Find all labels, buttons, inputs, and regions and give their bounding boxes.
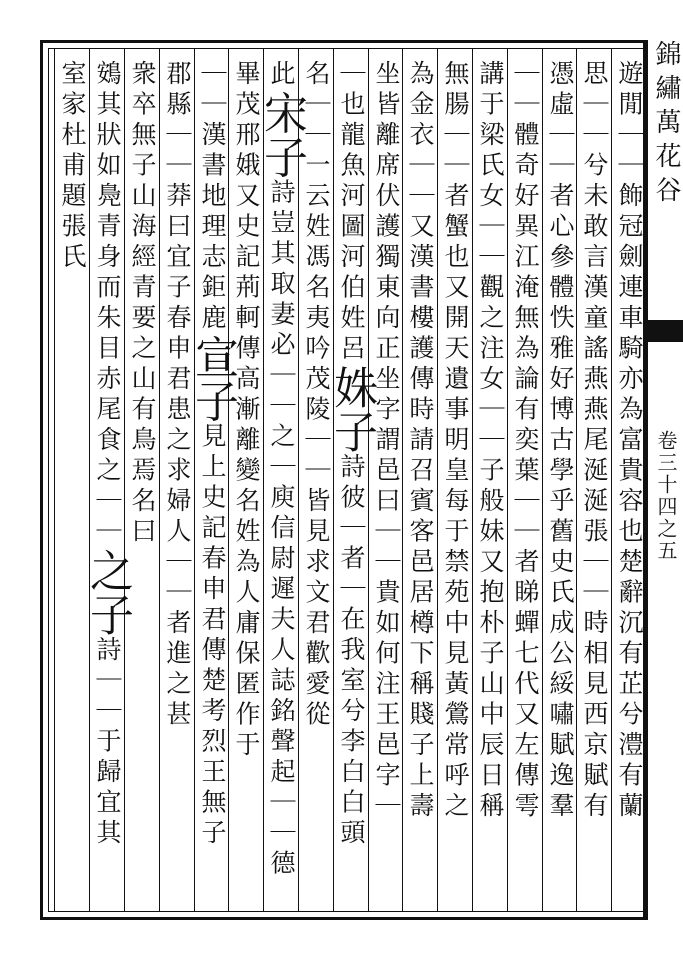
text-segment: 詩豈其取妻必｜｜之｜庾信尉遲夫人誌銘聲起｜｜德 (267, 178, 296, 880)
text-segment: 坐皆離席伏護獨東向正坐字謂邑曰｜｜貴如何注王邑字｜ (372, 60, 401, 823)
entry-heading: 之子 (82, 548, 133, 636)
text-column-c12 (226, 60, 266, 910)
entry-heading: 宣子 (187, 334, 238, 423)
text-column-c4 (505, 60, 545, 910)
margin-volume-label: 卷三十四之五 (654, 430, 678, 562)
text-segment: 吟茂陵｜｜皆見求文君歡愛從 (302, 334, 331, 731)
text-segment: 講于梁氏女｜｜觀之注女｜｜子般妹又抱朴子山中辰日稱 (476, 60, 505, 823)
text-segment: 詩｜｜于歸宜其 (93, 636, 122, 850)
text-column-c10 (296, 60, 336, 910)
text-column-c2 (574, 60, 614, 910)
text-segment: ｜｜體奇好異江淹無為論有奕葉｜｜者睇蟬七代又左傳雩 (511, 60, 540, 823)
text-column-c13 (187, 60, 238, 910)
text-segment: ｜｜漢書地理志鉅鹿 (198, 60, 227, 335)
text-column-c6 (435, 60, 475, 910)
text-segment: 茂邢娥又史記荊軻傳高漸離變名姓為人庸保匿作于 (232, 90, 261, 762)
text-segment: 畢 (232, 60, 261, 91)
margin-book-title: 錦繡萬花谷 (651, 40, 681, 210)
text-column-c8 (366, 60, 406, 910)
text-segment: 名｜｜一云姓馮名夷 (302, 60, 331, 335)
text-column-c16 (82, 60, 133, 910)
text-segment: 室家杜甫題張氏 (58, 60, 87, 274)
text-column-c15 (122, 60, 162, 910)
fishtail-mark (648, 320, 683, 342)
text-segment: 遊閒｜｜飾冠劍連車騎亦為富貴容也楚辭沉有芷兮澧有蘭 (615, 60, 644, 823)
text-segment: 思｜｜兮未敢言漢童謠燕燕尾涎涎張｜｜時相見西京賦有 (580, 60, 609, 823)
text-column-c3 (540, 60, 580, 910)
text-column-c5 (470, 60, 510, 910)
entry-heading: 姝子 (326, 365, 377, 453)
text-segment: 見上史記春申君傳楚考烈王無子 (198, 422, 227, 850)
text-segment: 衆卒無子山海經青要之山有鳥焉名曰 (128, 60, 157, 548)
text-segment: 憑虛｜｜者心參體怢雅好博古學乎舊史氏成公綏嘯賦逸羣 (546, 60, 575, 823)
text-segment: 鴳其狀如鳧青身而朱目赤尾食之｜｜ (93, 60, 122, 548)
margin-column (646, 40, 683, 920)
text-segment: 為金衣｜｜又漢書樓護傳時請召賓客邑居樽下稱賤子上壽 (406, 60, 435, 823)
text-column-c14 (157, 60, 197, 910)
text-segment: 郡縣｜｜莽曰宜子 (163, 60, 192, 304)
text-column-c7 (400, 60, 440, 910)
text-column-c9 (326, 60, 377, 910)
text-column-c11 (256, 60, 307, 910)
entry-heading: 宋子 (256, 90, 307, 179)
text-segment: ｜也龍魚河圖河伯姓呂 (337, 60, 366, 365)
text-segment: 此 (267, 60, 296, 91)
text-column-c1 (609, 60, 649, 910)
text-segment: 詩彼｜者｜在我室兮李白白頭 (337, 453, 366, 850)
text-column-c17 (52, 60, 92, 910)
text-segment: 春申君患之求婦人｜｜者進之甚 (163, 304, 192, 731)
text-segment: 無腸｜｜者蟹也又開天遺事明皇每于禁苑中見黃鶯常呼之 (441, 60, 470, 823)
